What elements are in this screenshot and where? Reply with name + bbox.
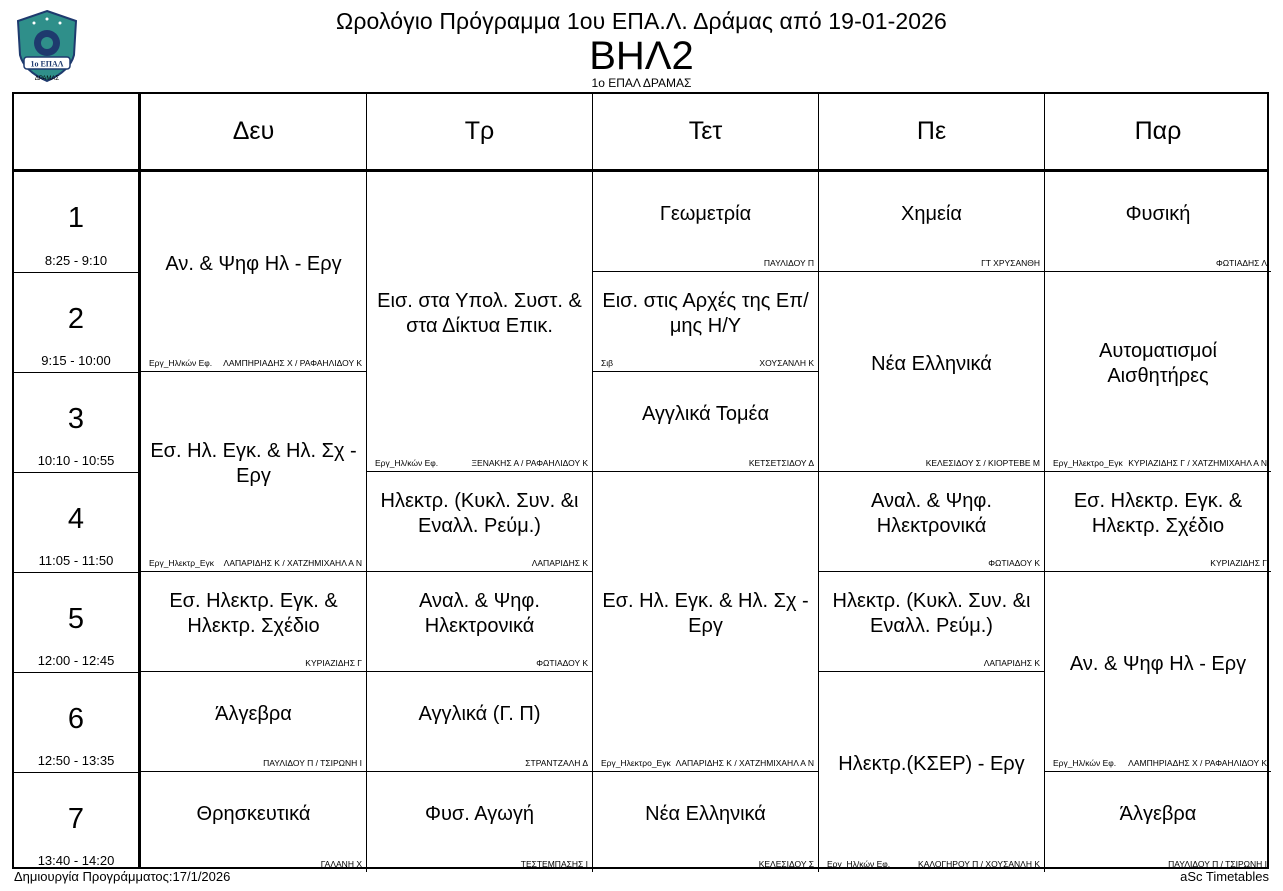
lesson-subject: Εσ. Ηλεκτρ. Εγκ. & Ηλεκτρ. Σχέδιο [1073, 490, 1243, 537]
period-number: 7 [67, 803, 85, 835]
period-number: 5 [67, 603, 85, 635]
period-time: 11:05 - 11:50 [38, 553, 114, 568]
lesson-cell[interactable] [1045, 472, 1271, 572]
created-date: Δημιουργία Προγράμματος:17/1/2026 [14, 869, 231, 884]
lesson-subject: Αυτοματισμοί Αισθητήρες [1099, 340, 1217, 387]
lesson-subject: Ηλεκτρ. (Κυκλ. Συν. &ι Εναλλ. Ρεύμ.) [832, 590, 1031, 637]
lesson-subject: Αν. & Ψηφ Ηλ - Εργ [1069, 653, 1247, 675]
lesson-teacher: ΚΕΛΕΣΙΔΟΥ Σ [758, 859, 814, 869]
lesson-cell[interactable] [593, 172, 819, 272]
class-name: ΒΗΛ2 [589, 34, 694, 78]
lesson-cell[interactable] [1045, 172, 1271, 272]
lesson-cell[interactable] [593, 772, 819, 872]
period-number: 1 [67, 202, 85, 234]
lesson-teacher: ΚΥΡΙΑΖΙΔΗΣ Γ [305, 658, 362, 668]
lesson-cell[interactable] [1045, 572, 1271, 772]
period-label [14, 272, 138, 372]
lesson-subject: Εσ. Ηλ. Εγκ. & Ηλ. Σχ - Εργ [602, 590, 809, 637]
lesson-cell[interactable] [593, 372, 819, 472]
lesson-cell[interactable] [819, 272, 1045, 472]
school-name: 1ο ΕΠΑΛ ΔΡΑΜΑΣ [591, 76, 692, 90]
lesson-room: Εργ_Ηλεκτρο_Εγκ [1053, 458, 1123, 468]
lesson-teacher: ΓΑΛΑΝΗ Χ [320, 859, 362, 869]
lesson-cell[interactable] [367, 472, 593, 572]
period-label [14, 472, 138, 572]
lesson-cell[interactable] [141, 372, 367, 572]
lesson-teacher: ΚΕΤΣΕΤΣΙΔΟΥ Δ [748, 458, 814, 468]
lesson-teacher: ΚΥΡΙΑΖΙΔΗΣ Γ [1210, 558, 1267, 568]
lesson-cell[interactable] [141, 572, 367, 672]
lesson-subject: Αν. & Ψηφ Ηλ - Εργ [165, 253, 342, 275]
lesson-cell[interactable] [367, 672, 593, 772]
lesson-subject: Εισ. στις Αρχές της Επ/μης Η/Υ [602, 290, 809, 337]
lesson-subject: Εισ. στα Υπολ. Συστ. & στα Δίκτυα Επικ. [377, 290, 582, 337]
period-time: 8:25 - 9:10 [44, 253, 108, 268]
lesson-teacher: ΦΩΤΙΑΔΟΥ Κ [536, 658, 588, 668]
lesson-subject: Φυσ. Αγωγή [425, 803, 534, 825]
period-label [14, 572, 138, 672]
lesson-cell[interactable] [1045, 272, 1271, 472]
timetable-title: Ωρολόγιο Πρόγραμμα 1ου ΕΠΑ.Λ. Δράμας από 19-01-2026 [336, 8, 947, 34]
lesson-cell[interactable] [367, 772, 593, 872]
lesson-subject: Θρησκευτικά [196, 803, 311, 825]
lesson-room: Εργ_Ηλ/κών Εφ. [827, 859, 891, 869]
day-header-5: Παρ [1134, 117, 1182, 145]
period-time: 9:15 - 10:00 [41, 353, 111, 368]
period-number: 3 [67, 403, 85, 435]
period-number: 4 [67, 503, 85, 535]
lesson-teacher: ΓΤ ΧΡΥΣΑΝΘΗ [981, 258, 1040, 268]
lesson-teacher: ΛΑΠΑΡΙΔΗΣ Κ / ΧΑΤΖΗΜΙΧΑΗΛ Α Ν [675, 758, 814, 768]
lesson-teacher: ΧΟΥΣΑΝΛΗ Κ [759, 358, 814, 368]
lesson-cell[interactable] [367, 172, 593, 472]
lesson-teacher: ΚΥΡΙΑΖΙΔΗΣ Γ / ΧΑΤΖΗΜΙΧΑΗΛ Α Ν [1128, 458, 1267, 468]
lesson-cell[interactable] [819, 472, 1045, 572]
lesson-room: Σιβ [601, 358, 614, 368]
period-time: 12:00 - 12:45 [37, 653, 115, 668]
period-label [14, 772, 138, 872]
lesson-subject: Νέα Ελληνικά [645, 803, 766, 825]
lesson-room: Εργ_Ηλ/κών Εφ. [1053, 758, 1117, 768]
lesson-subject: Εσ. Ηλ. Εγκ. & Ηλ. Σχ - Εργ [150, 440, 357, 487]
lesson-room: Εργ_Ηλεκτρ_Εγκ [149, 558, 214, 568]
day-header-3: Τετ [593, 94, 819, 169]
period-label [14, 672, 138, 772]
lesson-teacher: ΚΕΛΕΣΙΔΟΥ Σ / ΚΙΟΡΤΕΒΕ Μ [925, 458, 1040, 468]
lesson-teacher: ΦΩΤΙΑΔΗΣ Λ [1216, 258, 1267, 268]
lesson-cell[interactable] [819, 672, 1045, 872]
period-label [14, 172, 138, 272]
period-time: 12:50 - 13:35 [37, 753, 115, 768]
lesson-teacher: ΣΤΡΑΝΤΖΑΛΗ Δ [525, 758, 588, 768]
lesson-cell[interactable] [367, 572, 593, 672]
lesson-teacher: ΤΕΣΤΕΜΠΑΣΗΣ Ι [520, 859, 588, 869]
period-number: 2 [67, 303, 85, 335]
lesson-cell[interactable] [593, 472, 819, 772]
lesson-subject: Φυσική [1125, 203, 1191, 225]
lesson-cell[interactable] [593, 272, 819, 372]
period-time: 13:40 - 14:20 [37, 853, 115, 868]
lesson-room: Εργ_Ηλ/κών Εφ. [149, 358, 213, 368]
lesson-teacher: ΛΑΠΑΡΙΔΗΣ Κ [531, 558, 588, 568]
lesson-subject: Γεωμετρία [659, 203, 752, 225]
lesson-cell[interactable] [141, 172, 367, 372]
lesson-teacher: ΠΑΥΛΙΔΟΥ Π / ΤΣΙΡΩΝΗ Ι [1168, 859, 1267, 869]
lesson-room: Εργ_Ηλεκτρο_Εγκ [601, 758, 671, 768]
lesson-teacher: ΛΑΜΠΗΡΙΑΔΗΣ Χ / ΡΑΦΑΗΛΙΔΟΥ Κ [1128, 758, 1267, 768]
lesson-teacher: ΛΑΠΑΡΙΔΗΣ Κ / ΧΑΤΖΗΜΙΧΑΗΛ Α Ν [223, 558, 362, 568]
lesson-teacher: ΞΕΝΑΚΗΣ Α / ΡΑΦΑΗΛΙΔΟΥ Κ [471, 458, 588, 468]
day-header-4: Πε [819, 94, 1045, 169]
day-header-2: Τρ [367, 94, 593, 169]
brand-label: aSc Timetables [1180, 869, 1269, 884]
day-header-1: Δευ [141, 94, 367, 169]
lesson-subject: Εσ. Ηλεκτρ. Εγκ. & Ηλεκτρ. Σχέδιο [169, 590, 338, 637]
lesson-subject: Νέα Ελληνικά [871, 353, 992, 375]
lesson-cell[interactable] [141, 772, 367, 872]
lesson-subject: Αναλ. & Ψηφ. Ηλεκτρονικά [871, 490, 992, 537]
lesson-room: Εργ_Ηλ/κών Εφ. [375, 458, 439, 468]
lesson-teacher: ΦΩΤΙΑΔΟΥ Κ [988, 558, 1040, 568]
lesson-teacher: ΠΑΥΛΙΔΟΥ Π [763, 258, 814, 268]
period-number: 6 [67, 703, 85, 735]
lesson-subject: Χημεία [901, 203, 962, 225]
lesson-subject: Αγγλικά (Γ. Π) [418, 703, 541, 725]
lesson-subject: Άλγεβρα [215, 703, 292, 725]
lesson-teacher: ΠΑΥΛΙΔΟΥ Π / ΤΣΙΡΩΝΗ Ι [263, 758, 362, 768]
lesson-subject: Αναλ. & Ψηφ. Ηλεκτρονικά [419, 590, 540, 637]
lesson-cell[interactable] [141, 672, 367, 772]
lesson-cell[interactable] [819, 572, 1045, 672]
lesson-teacher: ΚΑΛΟΓΗΡΟΥ Π / ΧΟΥΣΑΝΛΗ Κ [918, 859, 1040, 869]
lesson-cell[interactable] [1045, 772, 1271, 872]
lesson-subject: Ηλεκτρ.(ΚΣΕΡ) - Εργ [838, 753, 1025, 775]
svg-text:1ο ΕΠΑΛ: 1ο ΕΠΑΛ [30, 59, 64, 69]
lesson-subject: Αγγλικά Τομέα [641, 403, 770, 425]
lesson-teacher: ΛΑΜΠΗΡΙΑΔΗΣ Χ / ΡΑΦΑΗΛΙΔΟΥ Κ [223, 358, 362, 368]
lesson-cell[interactable] [819, 172, 1045, 272]
period-label [14, 372, 138, 472]
svg-text:ΔΡΑΜΑΣ: ΔΡΑΜΑΣ [34, 76, 60, 82]
lesson-subject: Άλγεβρα [1119, 803, 1197, 825]
timetable-grid [12, 92, 1269, 869]
period-time: 10:10 - 10:55 [37, 453, 115, 468]
lesson-subject: Ηλεκτρ. (Κυκλ. Συν. &ι Εναλλ. Ρεύμ.) [380, 490, 579, 537]
lesson-teacher: ΛΑΠΑΡΙΔΗΣ Κ [983, 658, 1040, 668]
